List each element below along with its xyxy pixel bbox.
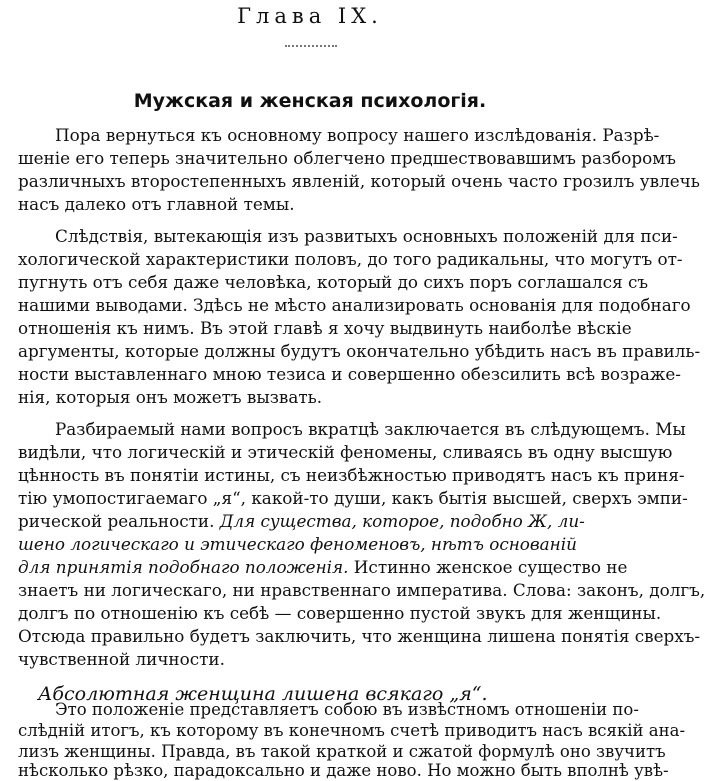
- text-line: отношенія къ нимъ. Въ этой главѣ я хочу выдвинуть наиболѣе вѣскіе: [18, 318, 632, 338]
- text-line: чувственной личности.: [18, 649, 225, 669]
- italic-text-run: Для существа, которое, подобно Ж, ли-: [219, 511, 585, 531]
- text-run: Истинно женское существо не: [348, 557, 628, 577]
- text-line: [0, 556, 638, 578]
- text-line: слѣдній итогъ, къ которому въ конечномъ счетѣ приводитъ насъ всякій ана-: [18, 721, 686, 740]
- italic-text-line: шено логическаго и этическаго феноменовъ, нѣтъ основаній: [18, 534, 577, 554]
- text-line: насъ далеко отъ главной темы.: [18, 194, 295, 214]
- text-line: Это положеніе представляетъ собою въ извѣстномъ отношеніи по-: [55, 700, 639, 719]
- text-line: тію умопостигаемаго „я“, какой-то души, какъ бытія высшей, сверхъ эмпи-: [18, 488, 688, 508]
- section-title: Мужская и женская психологія.: [133, 90, 487, 112]
- text-line: Разбираемый нами вопросъ вкратцѣ заключается въ слѣдующемъ. Мы: [55, 419, 686, 439]
- text-line: долгъ по отношенію къ себѣ — совершенно пустой звукъ для женщины.: [18, 603, 662, 623]
- text-line: хологической характеристики половъ, до того радикальны, что могутъ от-: [18, 249, 683, 269]
- text-line: цѣнность въ понятіи истины, съ неизбѣжностью приводятъ насъ къ приня-: [18, 465, 685, 485]
- text-line: Слѣдствія, вытекающія изъ развитыхъ основныхъ положеній для пси-: [55, 226, 678, 246]
- text-line: [0, 510, 638, 532]
- text-line: аргументы, которые должны будутъ окончательно убѣдить насъ въ правиль-: [18, 341, 701, 361]
- chapter-heading: Глава IX.: [237, 4, 383, 28]
- italic-text-run: для принятія подобнаго положенія.: [18, 557, 349, 577]
- text-line: шеніе его теперь значительно облегчено предшествовавшимъ разборомъ: [18, 148, 676, 168]
- text-line: Пора вернуться къ основному вопросу нашего изслѣдованія. Разрѣ-: [55, 125, 660, 145]
- text-line: ности выставленнаго мною тезиса и совершенно обезсилить всѣ возраже-: [18, 364, 681, 384]
- text-line: Отсюда правильно будетъ заключить, что женщина лишена понятія сверхъ-: [18, 626, 701, 646]
- text-line: лизъ женщины. Правда, въ такой краткой и сжатой формулѣ оно звучитъ: [18, 742, 666, 761]
- text-run: рической реальности.: [18, 511, 220, 531]
- italic-subheading: Абсолютная женщина лишена всякаго „я“.: [38, 683, 488, 705]
- text-line: нѣсколько рѣзко, парадоксально и даже ново. Но можно быть вполнѣ увѣ-: [18, 761, 669, 780]
- text-line: различныхъ второстепенныхъ явленій, который очень часто грозилъ увлечь: [18, 171, 700, 191]
- text-line: нія, которыя онъ можетъ вызвать.: [18, 387, 323, 407]
- ornament-divider: [285, 45, 337, 50]
- text-line: знаетъ ни логическаго, ни нравственнаго императива. Слова: законъ, долгъ,: [18, 580, 705, 600]
- text-line: пугнуть отъ себя даже человѣка, который до сихъ поръ соглашался съ: [18, 272, 649, 292]
- text-line: видѣли, что логическій и этическій феномены, сливаясь въ одну высшую: [18, 442, 673, 462]
- text-line: нашими выводами. Здѣсь не мѣсто анализировать основанія для подобнаго: [18, 295, 691, 315]
